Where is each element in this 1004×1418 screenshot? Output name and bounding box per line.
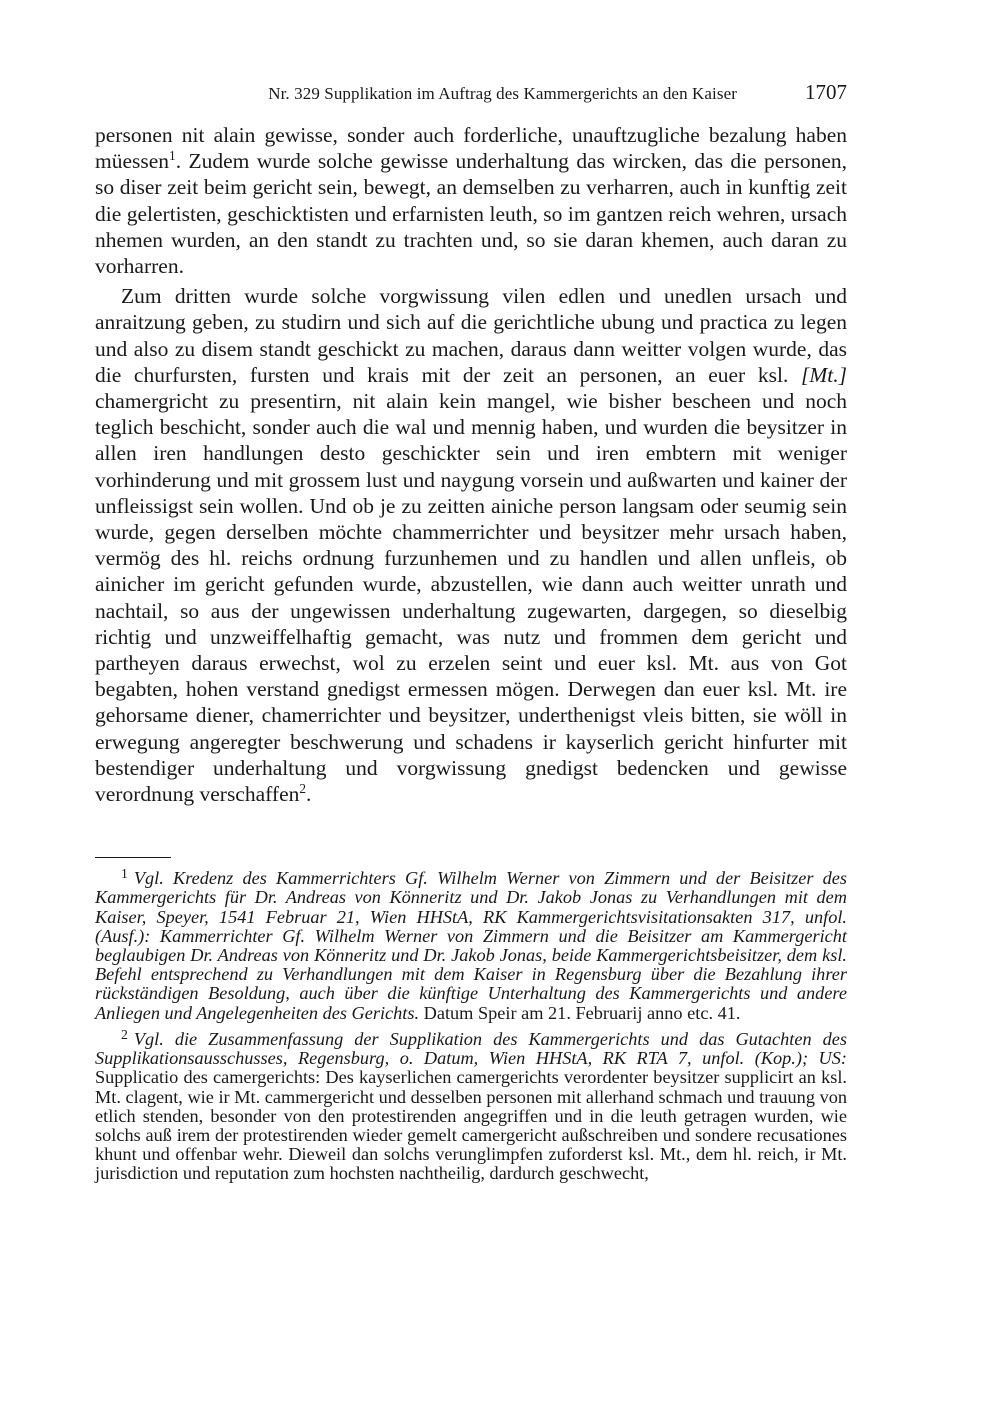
paragraph-2-part-b: chamergricht zu presentirn, nit alain kein mangel, wie bisher bescheen und noch teglich beschicht, sonder auch die wal und mennig haben, und wurden die beysitzer in allen iren handlungen desto geschickter sein und iren embtern mit weniger vorhinderung und mit grossem lust und naygung vorsein und außwarten und kainer der unfleissigst sein wollen. Und ob je zu zeitten ainiche person langsam oder seumig sein wurde, gegen derselben möchte chammerrichter und beysitzer mehr ursach haben, vermög des hl. reichs ordnung furzunhemen und zu handlen und allen unfleis, ob ainicher im gericht gefunden wurde, abzustellen, wie dann auch weitter unrath und nachtail, so aus der ungewissen underhaltung zugewarten, dargegen, so dieselbig richtig und unzweiffelhaftig gemacht, was nutz und frommen dem gericht und partheyen daraus erwechst, wol zu erzelen seint und euer ksl. Mt. aus von Got begabten, hohen verstand gnedigst ermessen mögen. Derwegen dan euer ksl. Mt. ire gehorsame diener, chamerrichter und beysitzer, underthenigst vleis bitten, sie wöll in erwegung angeregter beschwerung und schadens ir kayserlich gericht hinfurter mit bestendiger underhaltung und vorgwissung gnedigst bedencken und gewisse verordnung verschaffen (95, 389, 847, 807)
paragraph-1-part-b: . Zudem wurde solche gewisse underhaltung das wircken, das die personen, so diser zeit beim gericht sein, bewegt, an demselben zu verharren, auch in kunftig zeit die gelertisten, geschicktisten und erfarnisten leuth, so im gantzen reich wehren, ursach nhemen wurden, an den standt zu trachten und, so sie daran khemen, auch daran zu vorharren. (95, 149, 847, 279)
running-title: Nr. 329 Supplikation im Auftrag des Kammergerichts an den Kaiser (268, 84, 737, 103)
paragraph-2 (95, 283, 847, 807)
footnote-1-italic: Vgl. Kredenz des Kammerrichters Gf. Wilhelm Werner von Zimmern und der Beisitzer des Kammergerichts für Dr. Andreas von Könneritz und Dr. Jakob Jonas zu Verhandlungen mit dem Kaiser, Speyer, 1541 Februar 21, Wien HHStA, RK Kammergerichtsvisitationsakten 317, unfol. (Ausf.): Kammerrichter Gf. Wilhelm Werner von Zimmern und die Beisitzer am Kammergericht beglaubigen Dr. Andreas von Könneritz und Dr. Jakob Jonas, beide Kammergerichtsbeisitzer, dem ksl. Befehl entsprechend zu Verhandlungen mit dem Kaiser in Regensburg über die Bezahlung ihrer rückständigen Besoldung, auch über die künftige Unterhaltung des Kammergerichts und andere Anliegen und Angelegenheiten des Gerichts. (95, 868, 847, 1023)
paragraph-1-part-a: personen nit alain gewisse, sonder auch forderliche, unauftzugliche bezalung haben müessen (95, 123, 847, 174)
footnote-1 (95, 864, 847, 1023)
page-number: 1707 (805, 80, 847, 104)
footnote-1-roman: Datum Speir am 21. Februarij anno etc. 41. (419, 1002, 741, 1023)
footnote-2-number: 2 (121, 1026, 128, 1042)
running-head (95, 80, 847, 106)
paragraph-2-end: . (306, 782, 312, 807)
footnote-ref-2: 2 (299, 780, 307, 796)
footnote-1-number: 1 (121, 866, 128, 881)
main-text (95, 122, 847, 811)
footnote-separator (95, 857, 171, 858)
footnote-2-roman: Supplicatio des camergerichts: Des kayserlichen camergerichts verordenter beysitzer supplicirt an ksl. Mt. clagent, wie ir Mt. cammergericht und desselben personen mit allerhand schmach und trauung von etlich stenden, besonder von den protestirenden angegriffen und in die leuth getragen wurden, wie solchs auß irem der protestirenden wieder gemelt camergericht außschreiben und sondere recusationes khunt und offenbar wehr. Dieweil dan solchs verunglimpfen zuforderst ksl. Mt., dem hl. reich, ir Mt. jurisdiction und reputation zum hochsten nachtheilig, dardurch geschwecht, (95, 1067, 847, 1184)
paragraph-2-part-a: Zum dritten wurde solche vorgwissung vilen edlen und unedlen ursach und anraitzung geben, zu studirn und sich auf die gerichtliche ubung und practica zu legen und also zu disem standt geschickt zu machen, daraus dann weitter volgen wurde, das die churfursten, fursten und krais mit der zeit an personen, an euer ksl. (95, 284, 847, 387)
footnote-ref-1: 1 (169, 148, 176, 164)
editorial-insertion: [Mt.] (801, 362, 847, 387)
paragraph-1 (95, 122, 847, 279)
footnote-2 (95, 1025, 847, 1184)
footnote-2-italic: Vgl. die Zusammenfassung der Supplikation des Kammergerichts und das Gutachten des Supplikationsausschusses, Regensburg, o. Datum, Wien HHStA, RK RTA 7, unfol. (Kop.); US: (95, 1028, 847, 1069)
footnotes (95, 864, 847, 1186)
